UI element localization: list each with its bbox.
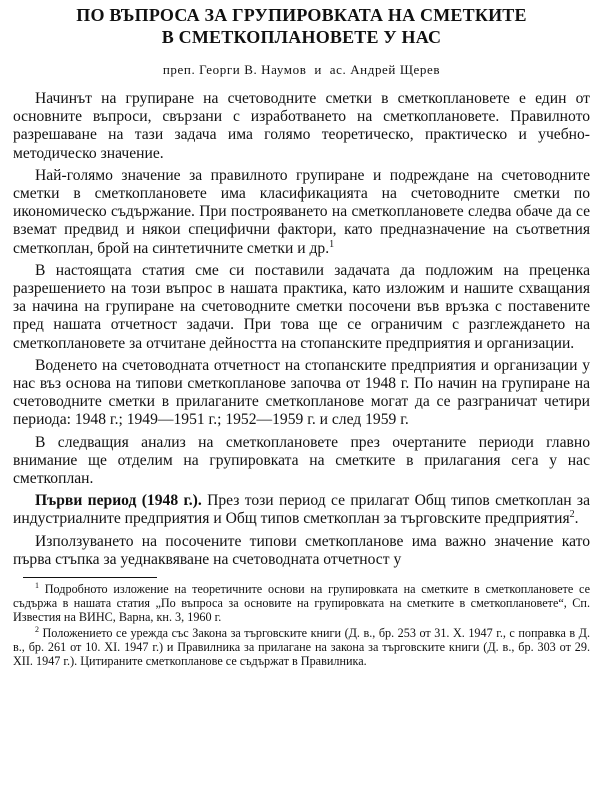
paragraph-6 [13,492,590,528]
paragraph-6-text: През този период се прилагат Общ типов сметкоплан за индустриалните предприятия и Общ типов сметкоплан за търговските предприятия [13,492,590,528]
paragraph-6-end: . [574,510,579,528]
article-header [13,4,590,78]
footnote-2-mark: 2 [35,624,39,634]
footnote-ref-2: 2 [569,509,575,521]
footnotes [13,582,590,668]
footnote-ref-1: 1 [329,238,335,250]
article-title [13,4,590,48]
article-body [13,90,590,569]
title-line-1: ПО ВЪПРОСА ЗА ГРУПИРОВКАТА НА СМЕТКИТЕ [76,5,527,25]
paragraph-2-text: Най-голямо значение за правилното групиране и подреждане на счетоводните сметки в сметкоплановете има класификацията на счетоводните сметки по икономическо съдържание. При построяването на сметкоплановете следва обаче да се вземат предвид и някои специфични фактори, като предназначение на съответния сметкоплан, брой на синтетичните сметки и др. [13,166,590,257]
paragraph-2 [13,167,590,258]
footnote-1-mark: 1 [35,581,39,591]
footnote-divider [23,577,157,578]
article-page [13,4,590,668]
paragraph-3: В настоящата статия сме си поставили задачата да подложим на преценка разрешението на този въпрос в нашата практика, като изложим и нашите схващания за начина на групиране на счетоводните сметки посочени във връзка с поставените пред нашата отчетност задачи. При това ще се ограничим с разглеждането на сметкоплановете за отчитане дейността на стопанските предприятия и организации. [13,261,590,352]
paragraph-7: Използуването на посочените типови сметкопланове има важно значение като първа стъпка за уеднаквяване на счетоводната отчетност у [13,532,590,568]
footnote-1 [13,582,590,625]
authors-line [13,62,590,78]
author-1: преп. Георги В. Наумов [162,62,307,77]
paragraph-1: Начинът на групиране на счетоводните сметки в сметкоплановете е един от основните въпроси, свързани с изработването на сметкоплановете. Правилното разрешаване на тази задача има голямо теоретическо, практическо и учебно-методическо значение. [13,90,590,162]
author-2: ас. Андрей Щерев [329,62,441,77]
author-separator: и [314,62,322,77]
paragraph-5: В следващия анализ на сметкоплановете през очертаните периоди главно внимание ще отделим на групировката на сметките в прилагания сега у нас сметкоплан. [13,433,590,488]
title-line-2: В СМЕТКОПЛАНОВЕТЕ У НАС [161,27,442,47]
footnote-2-text: Положението се урежда със Закона за търговските книги (Д. в., бр. 253 от 31. X. 1947 г., с поправка в Д. в., бр. 261 от 10. XI. 1947 г.) и Правилника за прилагане на закона за търговските книги (Д. в., бр. 303 от 29. XII. 1947 г.). Цитираните сметкопланове се съдържат в Правилника. [13,625,590,669]
footnote-2 [13,626,590,669]
footnote-1-text: Подробното изложение на теоретичните основи на групировката на сметките в сметкоплановете се съдържа в нашата статия „По въпроса за основите на групировката на сметките в сметкоплановете“, Сп. Известия на ВИНС, Варна, кн. 3, 1960 г. [13,582,590,625]
section-heading-first-period: Първи период (1948 г.). [35,492,202,510]
paragraph-4: Воденето на счетоводната отчетност на стопанските предприятия и организации у нас въз основа на типови сметкопланове започва от 1948 г. По начин на групиране на счетоводните сметки в прилаганите сметкопланове могат да се разграничат четири периода: 1948 г.; 1949—1951 г.; 1952—1959 г. и след 1959 г. [13,356,590,429]
